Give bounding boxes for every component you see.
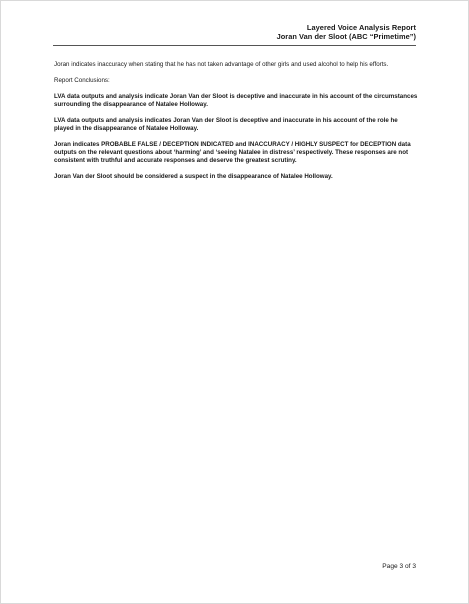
page-number: Page 3 of 3 xyxy=(382,563,416,570)
conclusion-paragraph-4: Joran Van der Sloot should be considered a suspect in the disappearance of Natalee Holloway. xyxy=(54,173,333,181)
paragraph-inaccuracy: Joran indicates inaccuracy when stating that he has not taken advantage of other girls and used alcohol to help his efforts. xyxy=(54,61,389,68)
conclusion-paragraph-3: Joran indicates PROBABLE FALSE / DECEPTION INDICATED and INACCURACY / HIGHLY SUSPECT for DECEPTION data outputs on the relevant questions about ‘harming’ and ‘seeing Natalee in distress’ respectively. These responses are not consistent with truthful and accurate responses and deserve the greatest scrutiny. xyxy=(54,141,411,164)
report-subtitle: Joran Van der Sloot (ABC “Primetime”) xyxy=(276,32,416,41)
header-divider xyxy=(53,45,416,46)
report-title: Layered Voice Analysis Report xyxy=(306,23,416,32)
conclusion-paragraph-2: LVA data outputs and analysis indicates Joran Van der Sloot is deceptive and inaccurate in his account of the role he played in the disappearance of Natalee Holloway. xyxy=(54,117,398,133)
report-header xyxy=(277,23,416,41)
report-body xyxy=(54,61,418,189)
conclusion-paragraph-1: LVA data outputs and analysis indicate Joran Van der Sloot is deceptive and inaccurate in his account of the circumstances surrounding the disappearance of Natalee Holloway. xyxy=(54,93,418,109)
conclusions-heading: Report Conclusions: xyxy=(54,77,110,85)
